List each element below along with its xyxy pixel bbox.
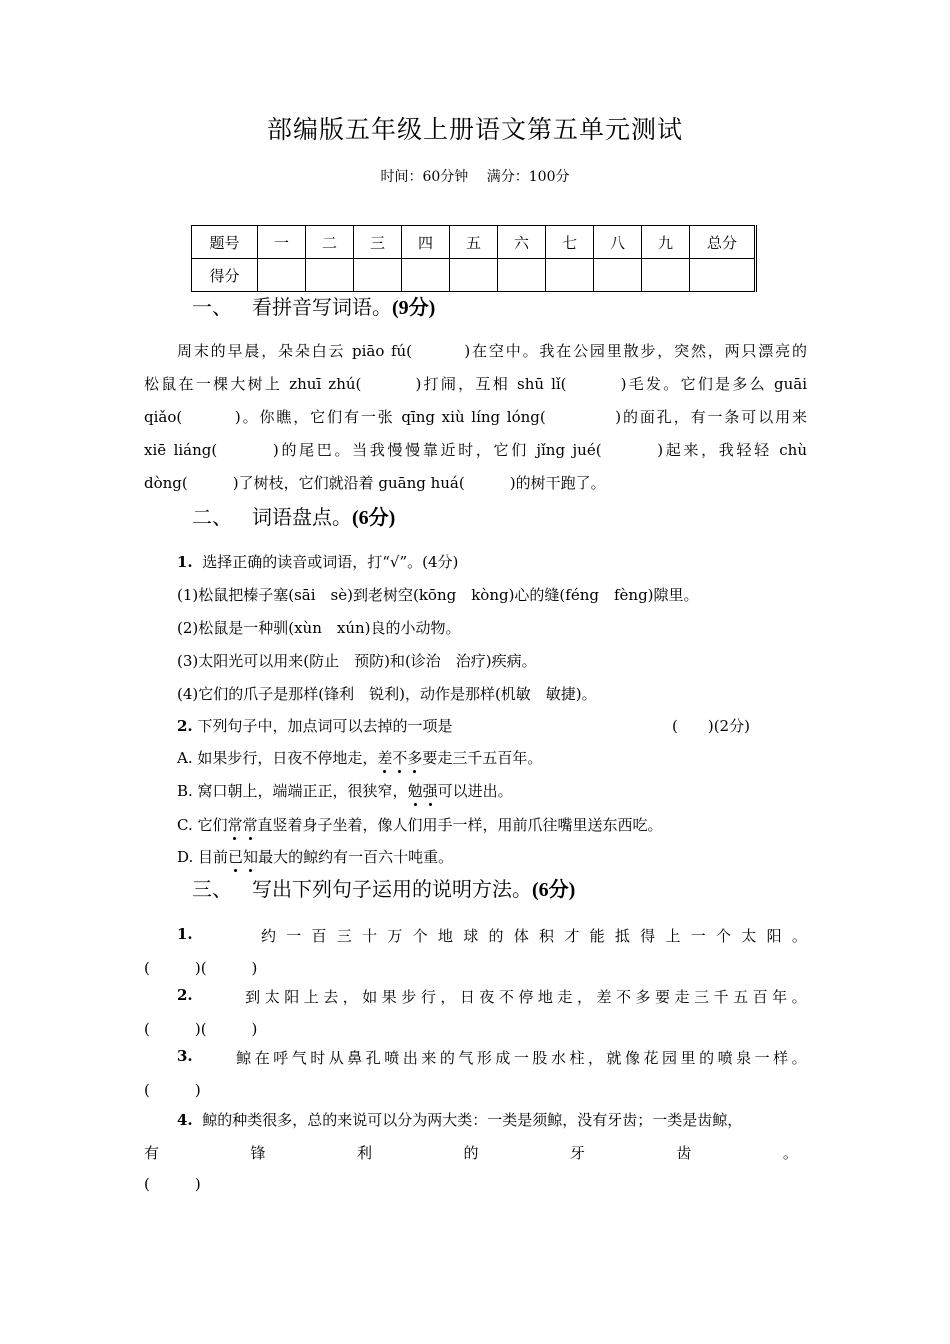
score-table-header-cell: 二 bbox=[306, 226, 354, 259]
question-text-char: 柱 bbox=[569, 1049, 585, 1067]
question-text-char: 行 bbox=[420, 988, 436, 1006]
question-text-char: 百 bbox=[311, 927, 327, 945]
question-number: 2. bbox=[177, 986, 193, 1004]
question-text-char: 体 bbox=[513, 927, 529, 945]
question-text-char: 的 bbox=[463, 1144, 479, 1162]
score-table-header-cell: 三 bbox=[354, 226, 402, 259]
question-number: 3. bbox=[177, 1047, 193, 1065]
question-text: 鲸的种类很多，总的来说可以分为两大类：一类是须鲸，没有牙齿；一类是齿鲸， bbox=[202, 1111, 743, 1129]
score-cell[interactable] bbox=[594, 259, 642, 292]
question-text-char: 走 bbox=[557, 988, 573, 1006]
question-text-char: 的 bbox=[439, 1049, 455, 1067]
section-3-question-2 bbox=[177, 986, 807, 1007]
question-text-char: 出 bbox=[402, 1049, 418, 1067]
question-text-char: 个 bbox=[716, 927, 732, 945]
question-text-char: 到 bbox=[245, 988, 261, 1006]
option-text: A. 如果步行，日夜不停地走， bbox=[177, 749, 378, 767]
question-text-char: 约 bbox=[260, 927, 276, 945]
question-text-char: 阳 bbox=[766, 927, 782, 945]
option-text: 最大的鲸约有一百六十吨重。 bbox=[258, 848, 454, 866]
exam-info bbox=[0, 166, 950, 186]
score-table-header-cell: 八 bbox=[594, 226, 642, 259]
section-3-heading bbox=[192, 873, 575, 902]
score-table bbox=[191, 225, 757, 292]
section-2-number: 二、 bbox=[192, 505, 232, 529]
question-text-char: 泉 bbox=[736, 1049, 752, 1067]
question-text-char: 一 bbox=[286, 927, 302, 945]
score-table-header-cell: 七 bbox=[546, 226, 594, 259]
dotted-char: 不 bbox=[392, 749, 408, 767]
section-2-q1-item-4: (4)它们的爪子是那样(锋利 锐利)，动作是那样(机敏 敏捷)。 bbox=[177, 685, 597, 703]
question-text-char: 地 bbox=[537, 988, 553, 1006]
option-text: 要走三千五百年。 bbox=[422, 749, 543, 767]
question-text-char: 百 bbox=[752, 988, 768, 1006]
score-cell[interactable] bbox=[450, 259, 498, 292]
question-text-char: 样 bbox=[773, 1049, 789, 1067]
score-cell[interactable] bbox=[354, 259, 402, 292]
question-text-char: 个 bbox=[412, 927, 428, 945]
dotted-word bbox=[228, 848, 258, 866]
score-table-score-row bbox=[192, 259, 756, 292]
question-text-char: 球 bbox=[463, 927, 479, 945]
score-table-header-row bbox=[192, 226, 756, 259]
question-text-char: 五 bbox=[733, 988, 749, 1006]
dotted-char: 已 bbox=[228, 848, 244, 866]
question-text-char: 阳 bbox=[284, 988, 300, 1006]
question-text-char: 万 bbox=[387, 927, 403, 945]
question-text-char: 股 bbox=[532, 1049, 548, 1067]
question-text-char: 上 bbox=[303, 988, 319, 1006]
option-text: C. 它们 bbox=[177, 816, 228, 834]
question-text-char: 在 bbox=[254, 1049, 270, 1067]
option-text: D. 目前 bbox=[177, 848, 229, 866]
score-table-header-cell: 六 bbox=[498, 226, 546, 259]
option-c[interactable] bbox=[177, 814, 663, 835]
question-text-char: 差 bbox=[596, 988, 612, 1006]
option-a[interactable] bbox=[177, 747, 542, 768]
question-number: 4. bbox=[177, 1111, 193, 1129]
score-table-header-cell: 九 bbox=[642, 226, 690, 259]
section-3-question-3 bbox=[177, 1047, 807, 1068]
dotted-char: 常 bbox=[227, 816, 243, 834]
score-table-header-cell: 五 bbox=[450, 226, 498, 259]
section-1-heading bbox=[192, 291, 435, 320]
question-number: 1. bbox=[177, 925, 193, 943]
question-text-char: 利 bbox=[356, 1144, 372, 1162]
question-text-char: 太 bbox=[741, 927, 757, 945]
score-table-header-cell: 题号 bbox=[192, 226, 258, 259]
question-text-char: 锋 bbox=[250, 1144, 266, 1162]
question-text-char: 来 bbox=[421, 1049, 437, 1067]
question-text-char: 日 bbox=[459, 988, 475, 1006]
question-text-char: 孔 bbox=[365, 1049, 381, 1067]
question-text-char: 像 bbox=[625, 1049, 641, 1067]
question-text-char: 才 bbox=[564, 927, 580, 945]
score-table-header-cell: 四 bbox=[402, 226, 450, 259]
option-b[interactable] bbox=[177, 780, 513, 801]
question-text-char: 。 bbox=[791, 927, 807, 945]
question-text-char: 就 bbox=[606, 1049, 622, 1067]
question-text-char: 地 bbox=[437, 927, 453, 945]
section-3-title: 写出下列句子运用的说明方法。 bbox=[252, 877, 532, 901]
question-text-char: 三 bbox=[694, 988, 710, 1006]
score-row-label: 得分 bbox=[192, 259, 258, 292]
question-text-char: 喷 bbox=[717, 1049, 733, 1067]
question-text-char: 呼 bbox=[273, 1049, 289, 1067]
question-text-char: 能 bbox=[589, 927, 605, 945]
question-text: 选择正确的读音或词语，打“√”。(4分) bbox=[202, 553, 459, 571]
dotted-char: 知 bbox=[243, 848, 259, 866]
question-text-char: 的 bbox=[699, 1049, 715, 1067]
question-text-char: 步 bbox=[401, 988, 417, 1006]
question-text-char: 花 bbox=[643, 1049, 659, 1067]
score-cell[interactable] bbox=[546, 259, 594, 292]
question-text-char: 如 bbox=[362, 988, 378, 1006]
answer-blank[interactable]: ( )( ) bbox=[144, 959, 258, 977]
dotted-char: 强 bbox=[422, 782, 438, 800]
dotted-char: 勉 bbox=[407, 782, 423, 800]
score-cell[interactable] bbox=[258, 259, 306, 292]
question-text-char: 要 bbox=[655, 988, 671, 1006]
question-text-char: 不 bbox=[498, 988, 514, 1006]
question-text-char: ， bbox=[587, 1049, 603, 1067]
section-1-passage bbox=[144, 335, 807, 500]
answer-blank[interactable]: ( ) bbox=[144, 1081, 201, 1099]
question-text-char: ， bbox=[342, 988, 358, 1006]
question-text-char: 三 bbox=[336, 927, 352, 945]
answer-blank[interactable]: ( )( ) bbox=[144, 1020, 258, 1038]
passage-line: 松鼠在一棵大树上 zhuī zhú( )打闹，互相 shū lǐ( )毛发。它们是多么 guāi bbox=[144, 375, 807, 393]
question-text-char: 牙 bbox=[569, 1144, 585, 1162]
question-text-char: 齿 bbox=[676, 1144, 692, 1162]
question-text-char: 夜 bbox=[479, 988, 495, 1006]
section-3-question-1 bbox=[177, 925, 807, 946]
question-text-char: 年 bbox=[772, 988, 788, 1006]
question-text-char: 走 bbox=[674, 988, 690, 1006]
option-text: 直竖着身子坐着，像人们用手一样，用前爪往嘴里送东西吃。 bbox=[257, 816, 663, 834]
dotted-word bbox=[227, 816, 257, 834]
section-2-q1-item-2: (2)松鼠是一种驯(xùn xún)良的小动物。 bbox=[177, 619, 461, 637]
question-text-char: 形 bbox=[476, 1049, 492, 1067]
answer-blank[interactable]: ( )(2分) bbox=[672, 717, 750, 735]
question-text-char: 果 bbox=[381, 988, 397, 1006]
section-3-number: 三、 bbox=[192, 877, 232, 901]
score-cell[interactable] bbox=[642, 259, 690, 292]
section-3-question-4 bbox=[177, 1109, 742, 1130]
section-2-q1-item-3: (3)太阳光可以用来(防止 预防)和(诊治 治疗)疾病。 bbox=[177, 652, 537, 670]
answer-blank[interactable]: ( ) bbox=[144, 1175, 201, 1193]
page-title: 部编版五年级上册语文第五单元测试 bbox=[266, 115, 683, 144]
question-text-char: 气 bbox=[291, 1049, 307, 1067]
question-text-char: 水 bbox=[550, 1049, 566, 1067]
question-text-char: 抵 bbox=[614, 927, 630, 945]
passage-line: xiē liáng( )的尾巴。当我慢慢靠近时，它们 jǐng jué( )起来，我轻轻 chù bbox=[144, 441, 807, 459]
question-text-char: 的 bbox=[488, 927, 504, 945]
question-text-char: 喷 bbox=[384, 1049, 400, 1067]
dotted-char: 差 bbox=[377, 749, 393, 767]
question-text-char: 不 bbox=[615, 988, 631, 1006]
score-cell-total[interactable] bbox=[690, 259, 756, 292]
question-number: 2. bbox=[177, 717, 193, 735]
question-text-char: 时 bbox=[310, 1049, 326, 1067]
question-text-char: 。 bbox=[782, 1144, 798, 1162]
time-limit: 时间：60分钟 bbox=[380, 169, 469, 185]
option-d[interactable] bbox=[177, 846, 453, 867]
question-text-char: 里 bbox=[680, 1049, 696, 1067]
dotted-word bbox=[408, 782, 438, 800]
question-text-char: 气 bbox=[458, 1049, 474, 1067]
section-2-title: 词语盘点。 bbox=[252, 505, 352, 529]
question-text-char: 。 bbox=[791, 1049, 807, 1067]
question-text-char: 鲸 bbox=[236, 1049, 252, 1067]
question-text-char: ， bbox=[576, 988, 592, 1006]
section-1-title: 看拼音写词语。 bbox=[252, 295, 392, 319]
passage-line: qiǎo( )。你瞧，它们有一张 qīng xiù líng lóng( )的面孔，有一条可以用来 bbox=[144, 408, 807, 426]
score-cell[interactable] bbox=[306, 259, 354, 292]
option-text: 可以进出。 bbox=[437, 782, 513, 800]
section-3-points: (6分) bbox=[532, 879, 576, 901]
question-text-char: 园 bbox=[662, 1049, 678, 1067]
question-text-char: 去 bbox=[323, 988, 339, 1006]
score-table-header-cell: 总分 bbox=[690, 226, 756, 259]
question-text-char: 成 bbox=[495, 1049, 511, 1067]
section-3-question-4-continued bbox=[144, 1142, 798, 1163]
question-number: 1. bbox=[177, 553, 193, 571]
question-text-char: ， bbox=[440, 988, 456, 1006]
section-2-question-2 bbox=[177, 715, 452, 736]
question-text-char: 鼻 bbox=[347, 1049, 363, 1067]
question-text-char: 多 bbox=[635, 988, 651, 1006]
passage-line: dòng( )了树枝，它们就沿着 guāng huá( )的树干跑了。 bbox=[144, 474, 606, 492]
score-cell[interactable] bbox=[402, 259, 450, 292]
full-score: 满分：100分 bbox=[486, 169, 570, 185]
question-text-char: 从 bbox=[328, 1049, 344, 1067]
question-text-char: 千 bbox=[713, 988, 729, 1006]
section-1-points: (9分) bbox=[392, 297, 436, 319]
section-2-points: (6分) bbox=[352, 507, 396, 529]
question-text-char: 有 bbox=[144, 1144, 160, 1162]
section-2-question-1 bbox=[177, 551, 458, 572]
question-text-char: 十 bbox=[362, 927, 378, 945]
score-cell[interactable] bbox=[498, 259, 546, 292]
dotted-char: 常 bbox=[242, 816, 258, 834]
question-text: 下列句子中，加点词可以去掉的一项是 bbox=[197, 717, 453, 735]
question-text-char: 。 bbox=[791, 988, 807, 1006]
dotted-word bbox=[377, 749, 422, 767]
question-text-char: 停 bbox=[518, 988, 534, 1006]
section-2-heading bbox=[192, 501, 395, 530]
question-text-char: 得 bbox=[640, 927, 656, 945]
question-text-char: 上 bbox=[665, 927, 681, 945]
question-text-char: 一 bbox=[690, 927, 706, 945]
question-text-char: 积 bbox=[539, 927, 555, 945]
passage-line: 周末的早晨，朵朵白云 piāo fú( )在空中。我在公园里散步，突然，两只漂亮的 bbox=[177, 342, 807, 360]
section-1-number: 一、 bbox=[192, 295, 232, 319]
option-text: B. 窝口朝上，端端正正，很狭窄， bbox=[177, 782, 408, 800]
dotted-char: 多 bbox=[407, 749, 423, 767]
score-table-header-cell: 一 bbox=[258, 226, 306, 259]
question-text-char: 太 bbox=[264, 988, 280, 1006]
question-text-char: 一 bbox=[513, 1049, 529, 1067]
section-2-q1-item-1: (1)松鼠把榛子塞(sāi sè)到老树空(kōng kòng)心的缝(féng fèng)隙里。 bbox=[177, 586, 699, 604]
question-text-char: 一 bbox=[754, 1049, 770, 1067]
